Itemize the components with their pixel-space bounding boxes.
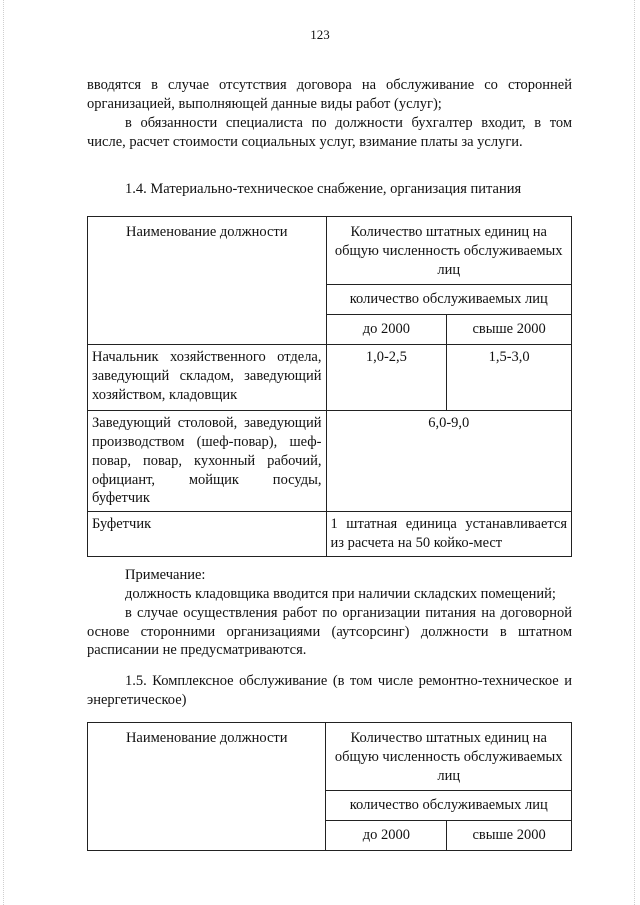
section-1-5-title: 1.5. Комплексное обслуживание (в том числе ремонтно-техническое и энергетическое) <box>87 673 572 708</box>
header-position: Наименование должности <box>88 217 327 345</box>
section-1-4-title: 1.4. Материально-техническое снабжение, организация питания <box>125 181 522 197</box>
note-line-2: в случае осуществления работ по организации питания на договорной основе сторонними организациями (аутсорсинг) должности в штатном расписании не предусматриваются. <box>87 604 572 659</box>
header-over-2000: свыше 2000 <box>447 315 572 345</box>
header-units-2: Количество штатных единиц на общую численность обслуживаемых лиц <box>326 723 572 791</box>
note-label: Примечание: <box>125 567 206 583</box>
row-1-over: 1,5-3,0 <box>447 345 572 411</box>
section-1-4-table <box>87 216 572 557</box>
header-upto-2000-2: до 2000 <box>326 821 447 851</box>
header-position-2: Наименование должности <box>88 723 326 851</box>
header-units: Количество штатных единиц на общую численность обслуживаемых лиц <box>326 217 572 285</box>
header-served-2: количество обслуживаемых лиц <box>326 791 572 821</box>
intro-paragraph-1: вводятся в случае отсутствия договора на обслуживание со сторонней организацией, выполняющей данные виды работ (услуг); <box>87 77 572 112</box>
intro-text <box>87 76 572 151</box>
page-number: 123 <box>310 27 330 42</box>
row-3-value: 1 штатная единица устанавливается из расчета на 50 койко-мест <box>326 512 572 557</box>
row-2-value: 6,0-9,0 <box>326 411 572 512</box>
header-upto-2000: до 2000 <box>326 315 447 345</box>
row-1-position: Начальник хозяйственного отдела, заведующий складом, заведующий хозяйством, кладовщик <box>88 345 327 411</box>
scan-edge-right <box>634 0 636 905</box>
intro-paragraph-2: в обязанности специалиста по должности бухгалтер входит, в том числе, расчет стоимости социальных услуг, взимание платы за услуги. <box>87 114 572 150</box>
note-line-1: должность кладовщика вводится при наличии складских помещений; <box>125 585 556 602</box>
header-over-2000-2: свыше 2000 <box>447 821 572 851</box>
row-2-position: Заведующий столовой, заведующий производством (шеф-повар), шеф-повар, повар, кухонный рабочий, официант, мойщик посуды, буфетчик <box>88 411 327 512</box>
header-served: количество обслуживаемых лиц <box>326 285 572 315</box>
row-1-upto: 1,0-2,5 <box>326 345 447 411</box>
note-block <box>87 566 572 660</box>
section-1-5-table <box>87 722 572 851</box>
scan-edge-left <box>3 0 5 905</box>
row-3-position: Буфетчик <box>88 512 327 557</box>
